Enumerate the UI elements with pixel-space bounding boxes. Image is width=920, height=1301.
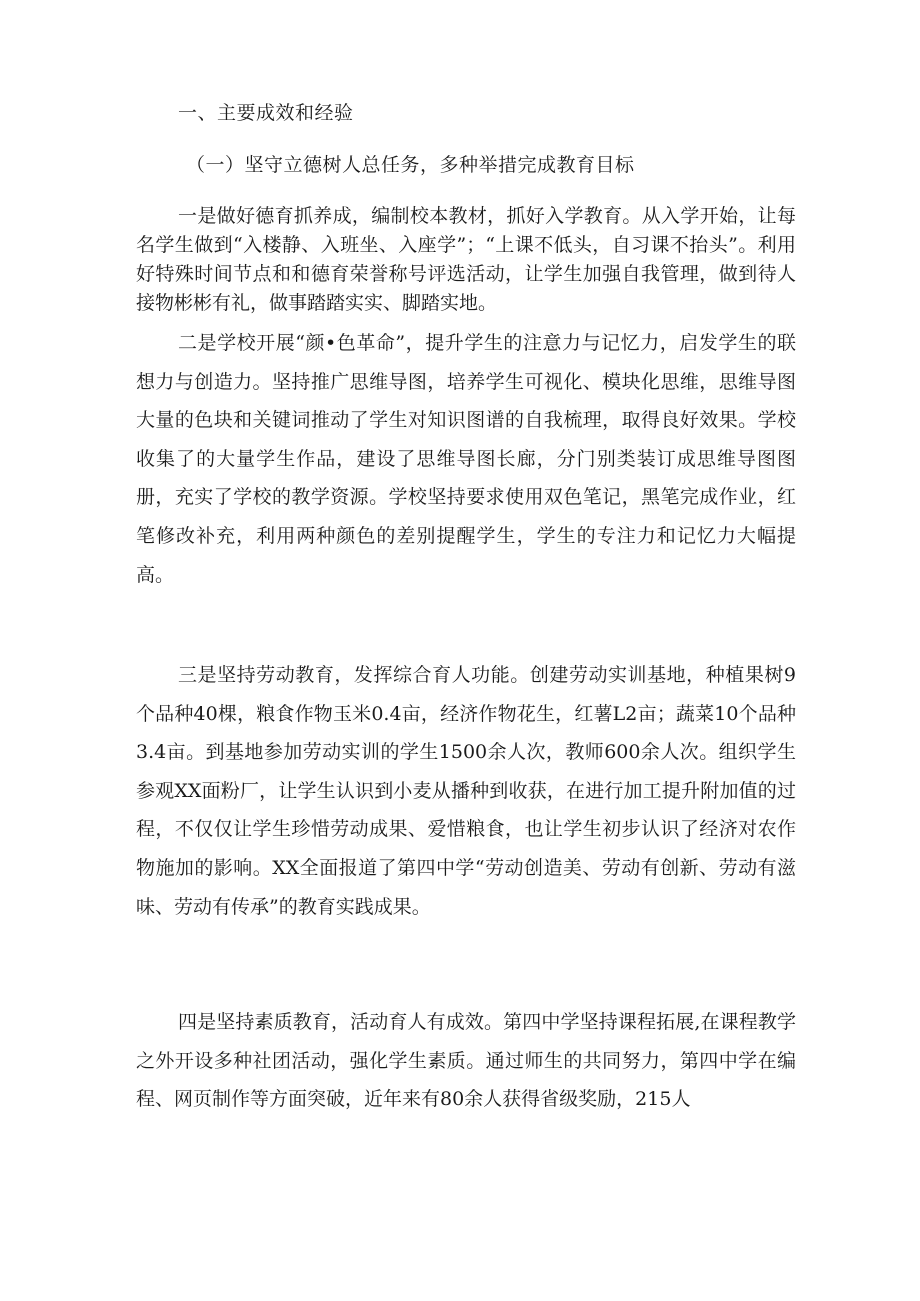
paragraph-labor-education: 三是坚持劳动教育，发挥综合育人功能。创建劳动实训基地，种植果树9个品种40棵，粮食作物玉米0.4亩，经济作物花生，红薯L2亩；蔬菜10个品种3.4亩。到基地参加劳动实训的学生1500余人次，教师600余人次。组织学生参观XX面粉厂，让学生认识到小麦从播种到收获，在进行加工提升附加值的过程，不仅仅让学生珍惜劳动成果、爱惜粮食，也让学生初步认识了经济对农作物施加的影响。XX全面报道了第四中学“劳动创造美、劳动有创新、劳动有滋味、劳动有传承”的教育实践成果。 bbox=[136, 664, 796, 918]
paragraph-quality-education: 四是坚持素质教育，活动育人有成效。第四中学坚持课程拓展,在课程教学之外开设多种社团活动，强化学生素质。通过师生的共同努力，第四中学在编程、网页制作等方面突破，近年来有80余人获得省级奖励，215人 bbox=[136, 1011, 796, 1111]
paragraph-color-revolution: 二是学校开展“颜•色革命”，提升学生的注意力与记忆力，启发学生的联想力与创造力。坚持推广思维导图，培养学生可视化、模块化思维，思维导图大量的色块和关键词推动了学生对知识图谱的自我梳理，取得良好效果。学校收集了的大量学生作品，建设了思维导图长廊，分门别类装订成思维导图图册，充实了学校的教学资源。学校坚持要求使用双色笔记，黑笔完成作业，红笔修改补充，利用两种颜色的差别提醒学生，学生的专注力和记忆力大幅提高。 bbox=[136, 332, 796, 586]
paragraph-moral-education: 一是做好德育抓养成，编制校本教材，抓好入学教育。从入学开始，让每名学生做到“入楼静、入班坐、入座学”；“上课不低头，自习课不抬头”。利用好特殊时间节点和和德育荣誉称号评选活动，让学生加强自我管理，做到待人接物彬彬有礼，做事踏踏实实、脚踏实地。 bbox=[136, 205, 796, 314]
section-heading: 一、主要成效和经验 bbox=[178, 102, 354, 124]
subsection-heading: （一）坚守立德树人总任务，多种举措完成教育目标 bbox=[186, 154, 635, 176]
